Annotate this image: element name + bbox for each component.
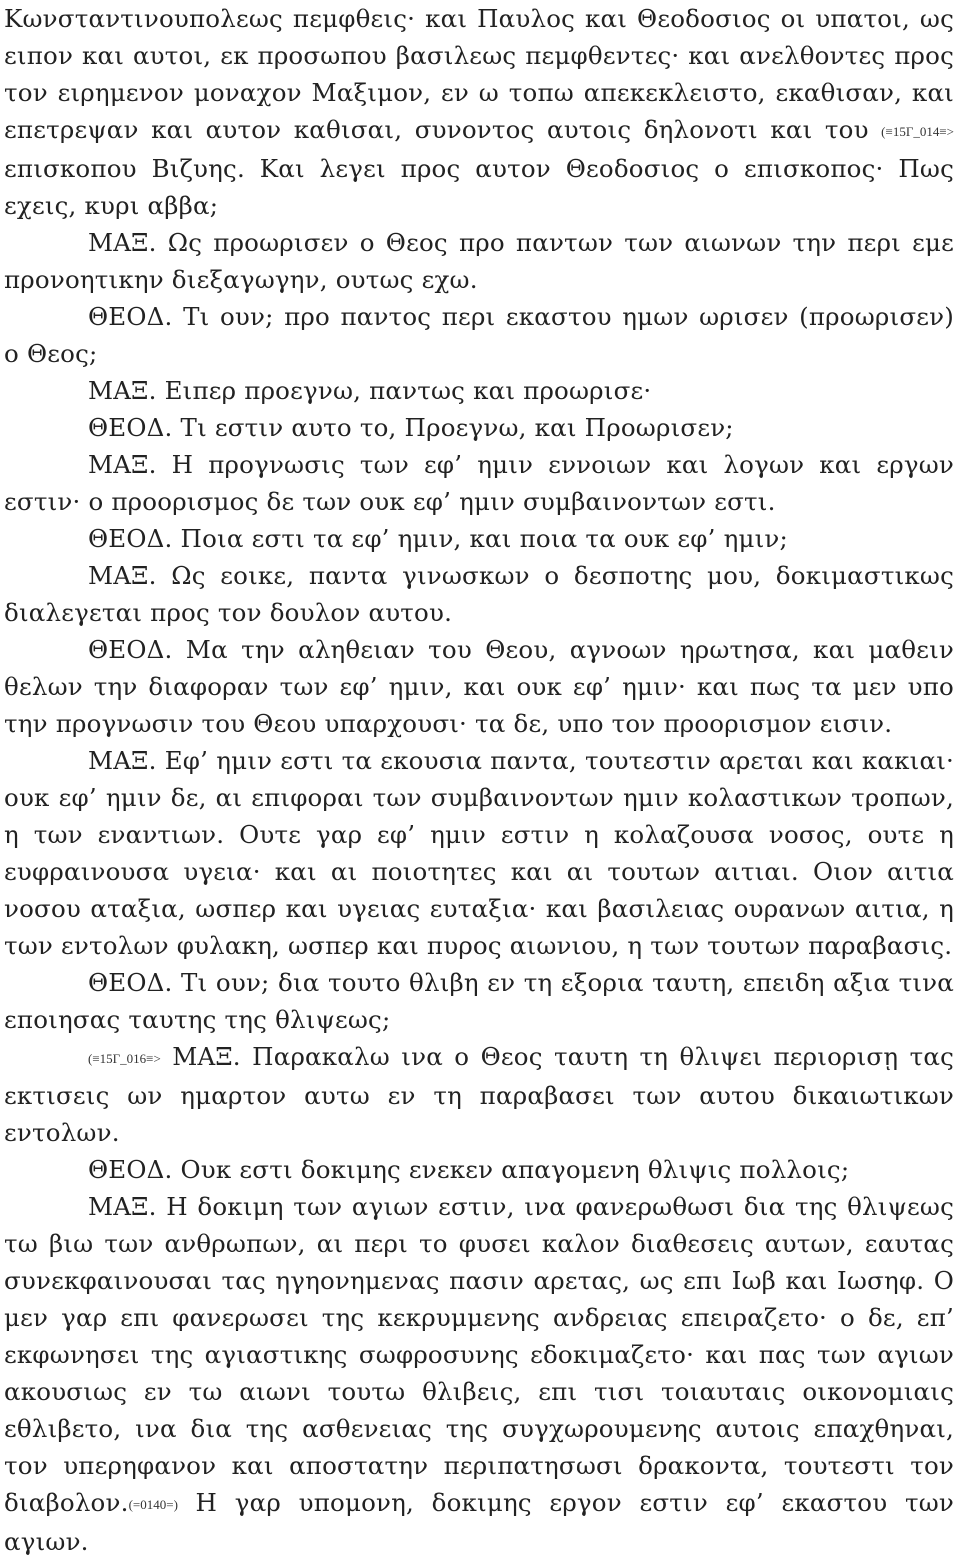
dialogue-line [4, 298, 954, 372]
paragraph-text: ΘΕΟΔ. Ουκ εστι δοκιμης ενεκεν απαγομενη θλιψις πολλοις; [88, 1155, 850, 1184]
dialogue-line [4, 520, 954, 557]
dialogue-line [4, 224, 954, 298]
dialogue-line [4, 446, 954, 520]
paragraph-text: ΘΕΟΔ. Τι εστιν αυτο το, Προεγνω, και Προωρισεν; [88, 413, 734, 442]
dialogue-line [4, 409, 954, 446]
dialogue-line [4, 742, 954, 964]
dialogue-line [4, 964, 954, 1038]
paragraph-text: ΜΑΞ. Η δοκιμη των αγιων εστιν, ινα φανερωθωσι δια της θλιψεως τω βιω των ανθρωπων, αι περι το φυσει καλον διαθεσεις αυτων, εαυτας συνεκφαινουσαι τας ηγηονημενας πασιν αρετας, ως επι Ιωβ και Ιωσηφ. Ο μεν γαρ επι φανερωσει της κεκρυμμενης ανδρειας επειραζετο· ο δε, επ’ εκφωνησει της αγιαστικης σωφροσυνης εδοκιμαζετο· και πας των αγιων ακουσιως εν τω αιωνι τουτω θλιβεις, επι τισι τοιαυταις οικονομιαις εθλιβετο, ινα δια της ασθενειας της συγχωρουμενης αυτοις επαχθηναι, τον υπερηφανον και αποστατην περιπατησωσι δρακοντα, τουτεστι τον διαβολον. [4, 1192, 954, 1517]
page-marker: (≡15Γ_014≡> [881, 124, 954, 139]
paragraph-text: ΜΑΞ. Η προγνωσις των εφ’ ημιν εννοιων και λογων και εργων εστιν· ο προορισμος δε των ουκ εφ’ ημιν συμβαινοντων εστι. [4, 450, 954, 516]
paragraph-text: ΜΑΞ. Ειπερ προεγνω, παντως και προωρισε· [88, 376, 652, 405]
paragraph-text: ΘΕΟΔ. Τι ουν; δια τουτο θλιβη εν τη εξορια ταυτη, επειδη αξια τινα εποιησας ταυτης της θλιψεως; [4, 968, 954, 1034]
dialogue-line [4, 372, 954, 409]
dialogue-line [4, 1188, 954, 1560]
paragraph-text: ΜΑΞ. Εφ’ ημιν εστι τα εκουσια παντα, τουτεστιν αρεται και κακιαι· ουκ εφ’ ημιν δε, αι επιφοραι των συμβαινοντων ημιν κολαστικων τροπων, η των εναντιων. Ουτε γαρ εφ’ ημιν εστιν η κολαζουσα νοσος, ουτε η ευφραινουσα υγεια· και αι ποιοτητες και αι τουτων αιτιαι. Οιον αιτια νοσου αταξια, ωσπερ και υγειας ευταξια· και βασιλειας ουρανων αιτια, η των εντολων φυλακη, ωσπερ και πυρος αιωνιου, η των τουτων παραβασις. [4, 746, 954, 960]
paragraph-text: Κωνσταντινουπολεως πεμφθεις· και Παυλος και Θεοδοσιος οι υπατοι, ως ειπον και αυτοι, εκ προσωπου βασιλεως πεμφθεντες· και ανελθοντες προς τον ειρημενον μοναχον Μαξιμον, εν ω τοπω απεκεκλειστο, εκαθισαν, και επετρεψαν και αυτον καθισαι, συνοντος αυτοις δηλονοτι και του [4, 4, 954, 144]
paragraph-intro [4, 0, 954, 224]
paragraph-text: ΜΑΞ. Ως προωρισεν ο Θεος προ παντων των αιωνων την περι εμε προνοητικην διεξαγωγην, ουτως εχω. [4, 228, 954, 294]
paragraph-text: Η γαρ υπομονη, δοκιμης εργον εστιν εφ’ εκαστου των αγιων. [4, 1488, 954, 1556]
paragraph-text: επισκοπου Βιζυης. Και λεγει προς αυτον Θεοδοσιος ο επισκοπος· Πως εχεις, κυρι αββα; [4, 154, 954, 220]
paragraph-text: ΘΕΟΔ. Ποια εστι τα εφ’ ημιν, και ποια τα ουκ εφ’ ημιν; [88, 524, 788, 553]
paragraph-text: ΘΕΟΔ. Μα την αληθειαν του Θεου, αγνοων ηρωτησα, και μαθειν θελων την διαφοραν των εφ’ ημιν, και ουκ εφ’ ημιν· και πως τα μεν υπο την προγνωσιν του Θεου υπαρχουσι· τα δε, υπο τον προορισμον εισιν. [4, 635, 954, 738]
paragraph-text: ΜΑΞ. Παρακαλω ινα ο Θεος ταυτη τη θλιψει περιορισῃ τας εκτισεις ων ημαρτον αυτω εν τη παραβασει των αυτου δικαιωτικων εντολων. [4, 1042, 954, 1147]
dialogue-line [4, 1038, 954, 1151]
dialogue-line [4, 1151, 954, 1188]
page-marker: (=0140=) [128, 1497, 178, 1512]
dialogue-line [4, 631, 954, 742]
dialogue-line [4, 557, 954, 631]
page-marker: (≡15Γ_016≡> [88, 1051, 161, 1066]
paragraph-text: ΘΕΟΔ. Τι ουν; προ παντος περι εκαστου ημων ωρισεν (προωρισεν) ο Θεος; [4, 302, 954, 368]
paragraph-text: ΜΑΞ. Ως εοικε, παντα γινωσκων ο δεσποτης μου, δοκιμαστικως διαλεγεται προς τον δουλον αυτου. [4, 561, 954, 627]
